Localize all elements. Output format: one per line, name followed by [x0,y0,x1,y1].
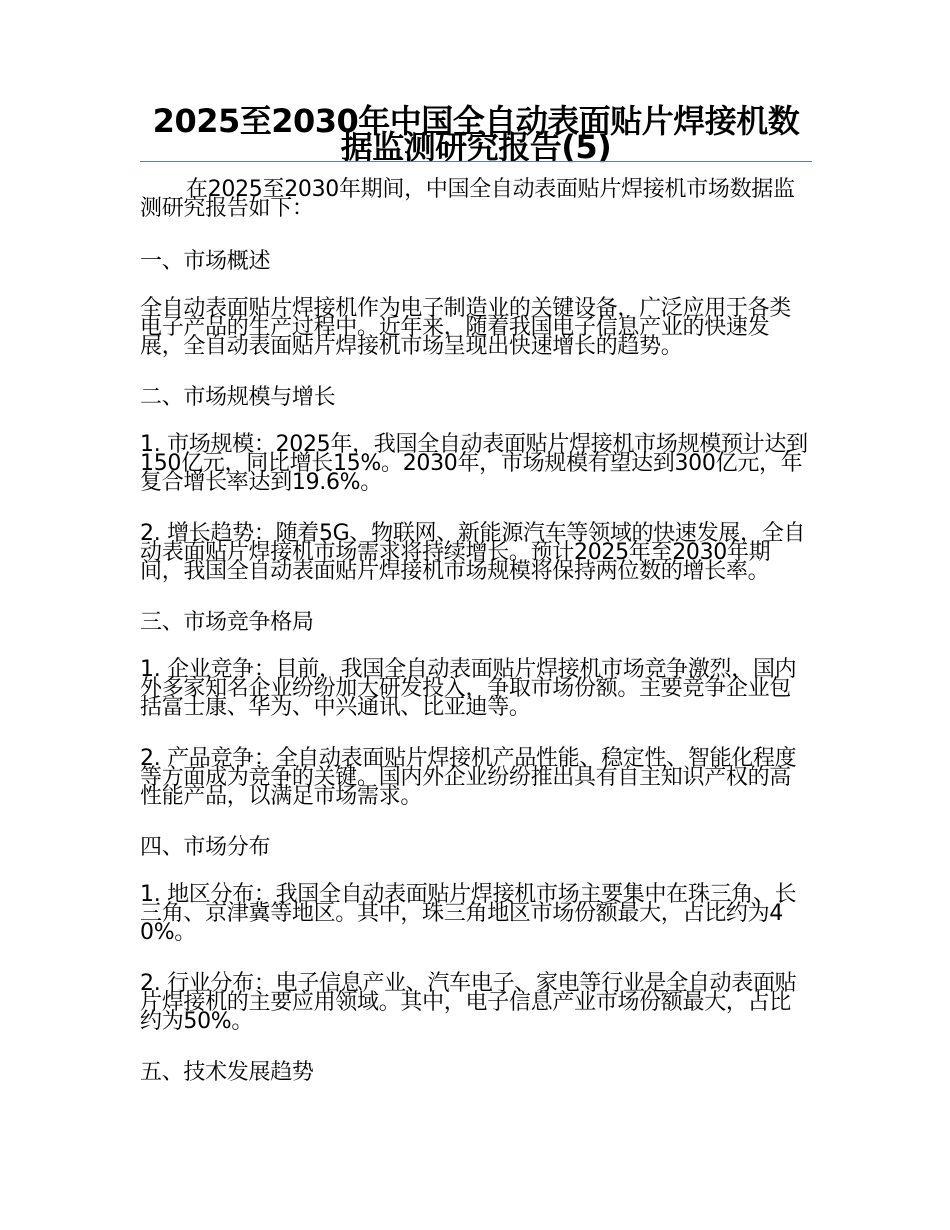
section-heading-competition: 三、市场竞争格局 [140,610,314,635]
document-title: 2025至2030年中国全自动表面贴片焊接机数据监测研究报告(5) [152,102,800,166]
industry-distribution-paragraph: 2. 行业分布：电子信息产业、汽车电子、家电等行业是全自动表面贴片焊接机的主要应用领域。其中，电子信息产业市场份额最大，占比约为50%。 [140,971,797,1034]
section-heading-overview: 一、市场概述 [140,249,271,274]
section-heading-tech-trends: 五、技术发展趋势 [140,1060,314,1085]
document-body [140,177,812,1110]
section-heading-distribution: 四、市场分布 [140,835,271,860]
overview-paragraph: 全自动表面贴片焊接机作为电子制造业的关键设备，广泛应用于各类电子产品的生产过程中。近年来，随着我国电子信息产业的快速发展，全自动表面贴片焊接机市场呈现出快速增长的趋势。 [140,296,792,359]
product-competition-paragraph: 2. 产品竞争：全自动表面贴片焊接机产品性能、稳定性、智能化程度等方面成为竞争的关键。国内外企业纷纷推出具有自主知识产权的高性能产品，以满足市场需求。 [140,746,797,809]
market-size-paragraph: 1. 市场规模：2025年，我国全自动表面贴片焊接机市场规模预计达到150亿元，同比增长15%。2030年，市场规模有望达到300亿元，年复合增长率达到19.6%。 [140,432,808,495]
enterprise-competition-paragraph: 1. 企业竞争：目前，我国全自动表面贴片焊接机市场竞争激烈，国内外多家知名企业纷纷加大研发投入，争取市场份额。主要竞争企业包括富士康、华为、中兴通讯、比亚迪等。 [140,657,797,720]
growth-trend-paragraph: 2. 增长趋势：随着5G、物联网、新能源汽车等领域的快速发展，全自动表面贴片焊接机市场需求将持续增长。预计2025年至2030年期间，我国全自动表面贴片焊接机市场规模将保持两位数的增长率。 [140,521,806,584]
section-heading-market-size: 二、市场规模与增长 [140,385,336,410]
regional-distribution-paragraph: 1. 地区分布：我国全自动表面贴片焊接机市场主要集中在珠三角、长三角、京津冀等地区。其中，珠三角地区市场份额最大，占比约为40%。 [140,882,797,945]
intro-paragraph: 在2025至2030年期间，中国全自动表面贴片焊接机市场数据监测研究报告如下： [140,177,795,221]
title-underline [140,161,812,162]
